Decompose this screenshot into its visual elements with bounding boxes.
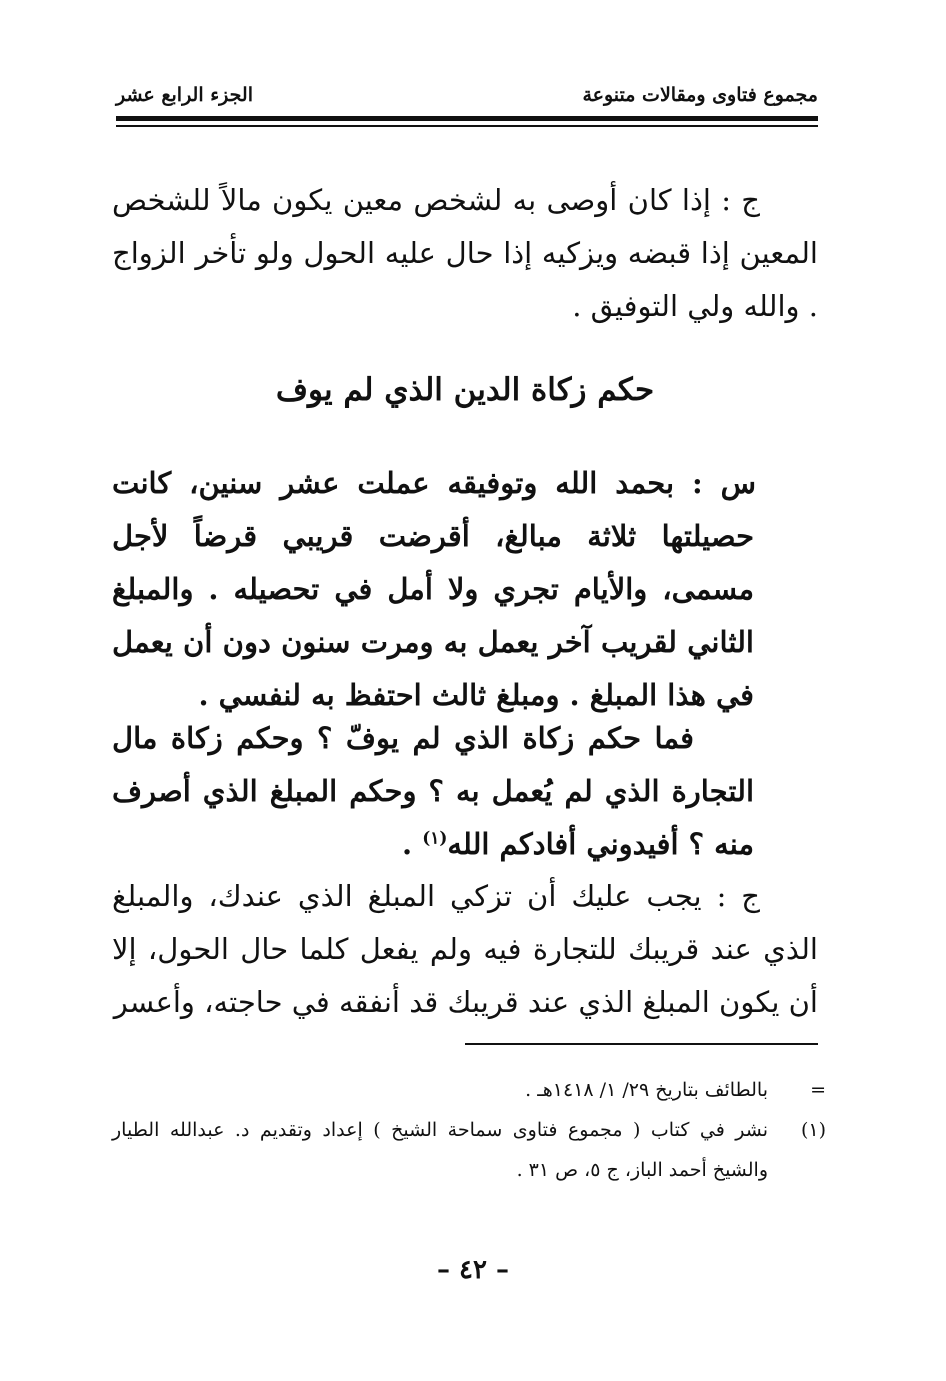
answer-paragraph-previous: ج : إذا كان أوصى به لشخص معين يكون مالاً للشخص المعين إذا قبضه ويزكيه إذا حال عليه الحول ولو تأخر الزواج . والله ولي التوفيق . [112, 183, 818, 323]
question-followup-paragraph [112, 712, 754, 871]
footnote-continued-mark: = [810, 1079, 826, 1101]
section-heading: حكم زكاة الدين الذي لم يوف [275, 372, 655, 408]
volume-label: الجزء الرابع عشر [116, 84, 253, 106]
book-title: مجموع فتاوى ومقالات متنوعة [582, 84, 818, 106]
footnote-1-mark: (١) [800, 1119, 826, 1141]
header-rule-thin [116, 125, 818, 127]
page-number: – ٤٢ – [436, 1255, 510, 1285]
question-followup-end: . [401, 827, 413, 861]
header-rule-thick [116, 116, 818, 121]
question-paragraph: س : بحمد الله وتوفيقه عملت عشر سنين، كانت حصيلتها ثلاثة مبالغ، أقرضت قريبي قرضاً لأجل مسمى، والأيام تجري ولا أمل في تحصيله . والمبلغ الثاني لقريب آخر يعمل به ومرت سنون دون أن يعمل في هذا المبلغ . ومبلغ ثالث احتفظ به لنفسي . [112, 466, 756, 712]
footnote-reference: (١) [422, 828, 448, 849]
question-followup-text: فما حكم زكاة الذي لم يوفّ ؟ وحكم زكاة مال التجارة الذي لم يُعمل به ؟ وحكم المبلغ الذي أصرف منه ؟ أفيدوني أفادكم الله [112, 721, 754, 861]
footnote-separator [465, 1043, 818, 1045]
answer-paragraph: ج : يجب عليك أن تزكي المبلغ الذي عندك، والمبلغ الذي عند قريبك للتجارة فيه ولم يفعل كلما حال الحول، إلا أن يكون المبلغ الذي عند قريبك قد أنفقه في حاجته، وأعسر [112, 879, 818, 1019]
footnote-1-text: نشر في كتاب ( مجموع فتاوى سماحة الشيخ ) إعداد وتقديم د. عبدالله الطيار والشيخ أحمد الباز، ج ٥، ص ٣١ . [112, 1119, 768, 1181]
footnote-continued-text: بالطائف بتاريخ ٢٩/ ١/ ١٤١٨هـ . [525, 1079, 768, 1101]
running-header [116, 80, 818, 110]
